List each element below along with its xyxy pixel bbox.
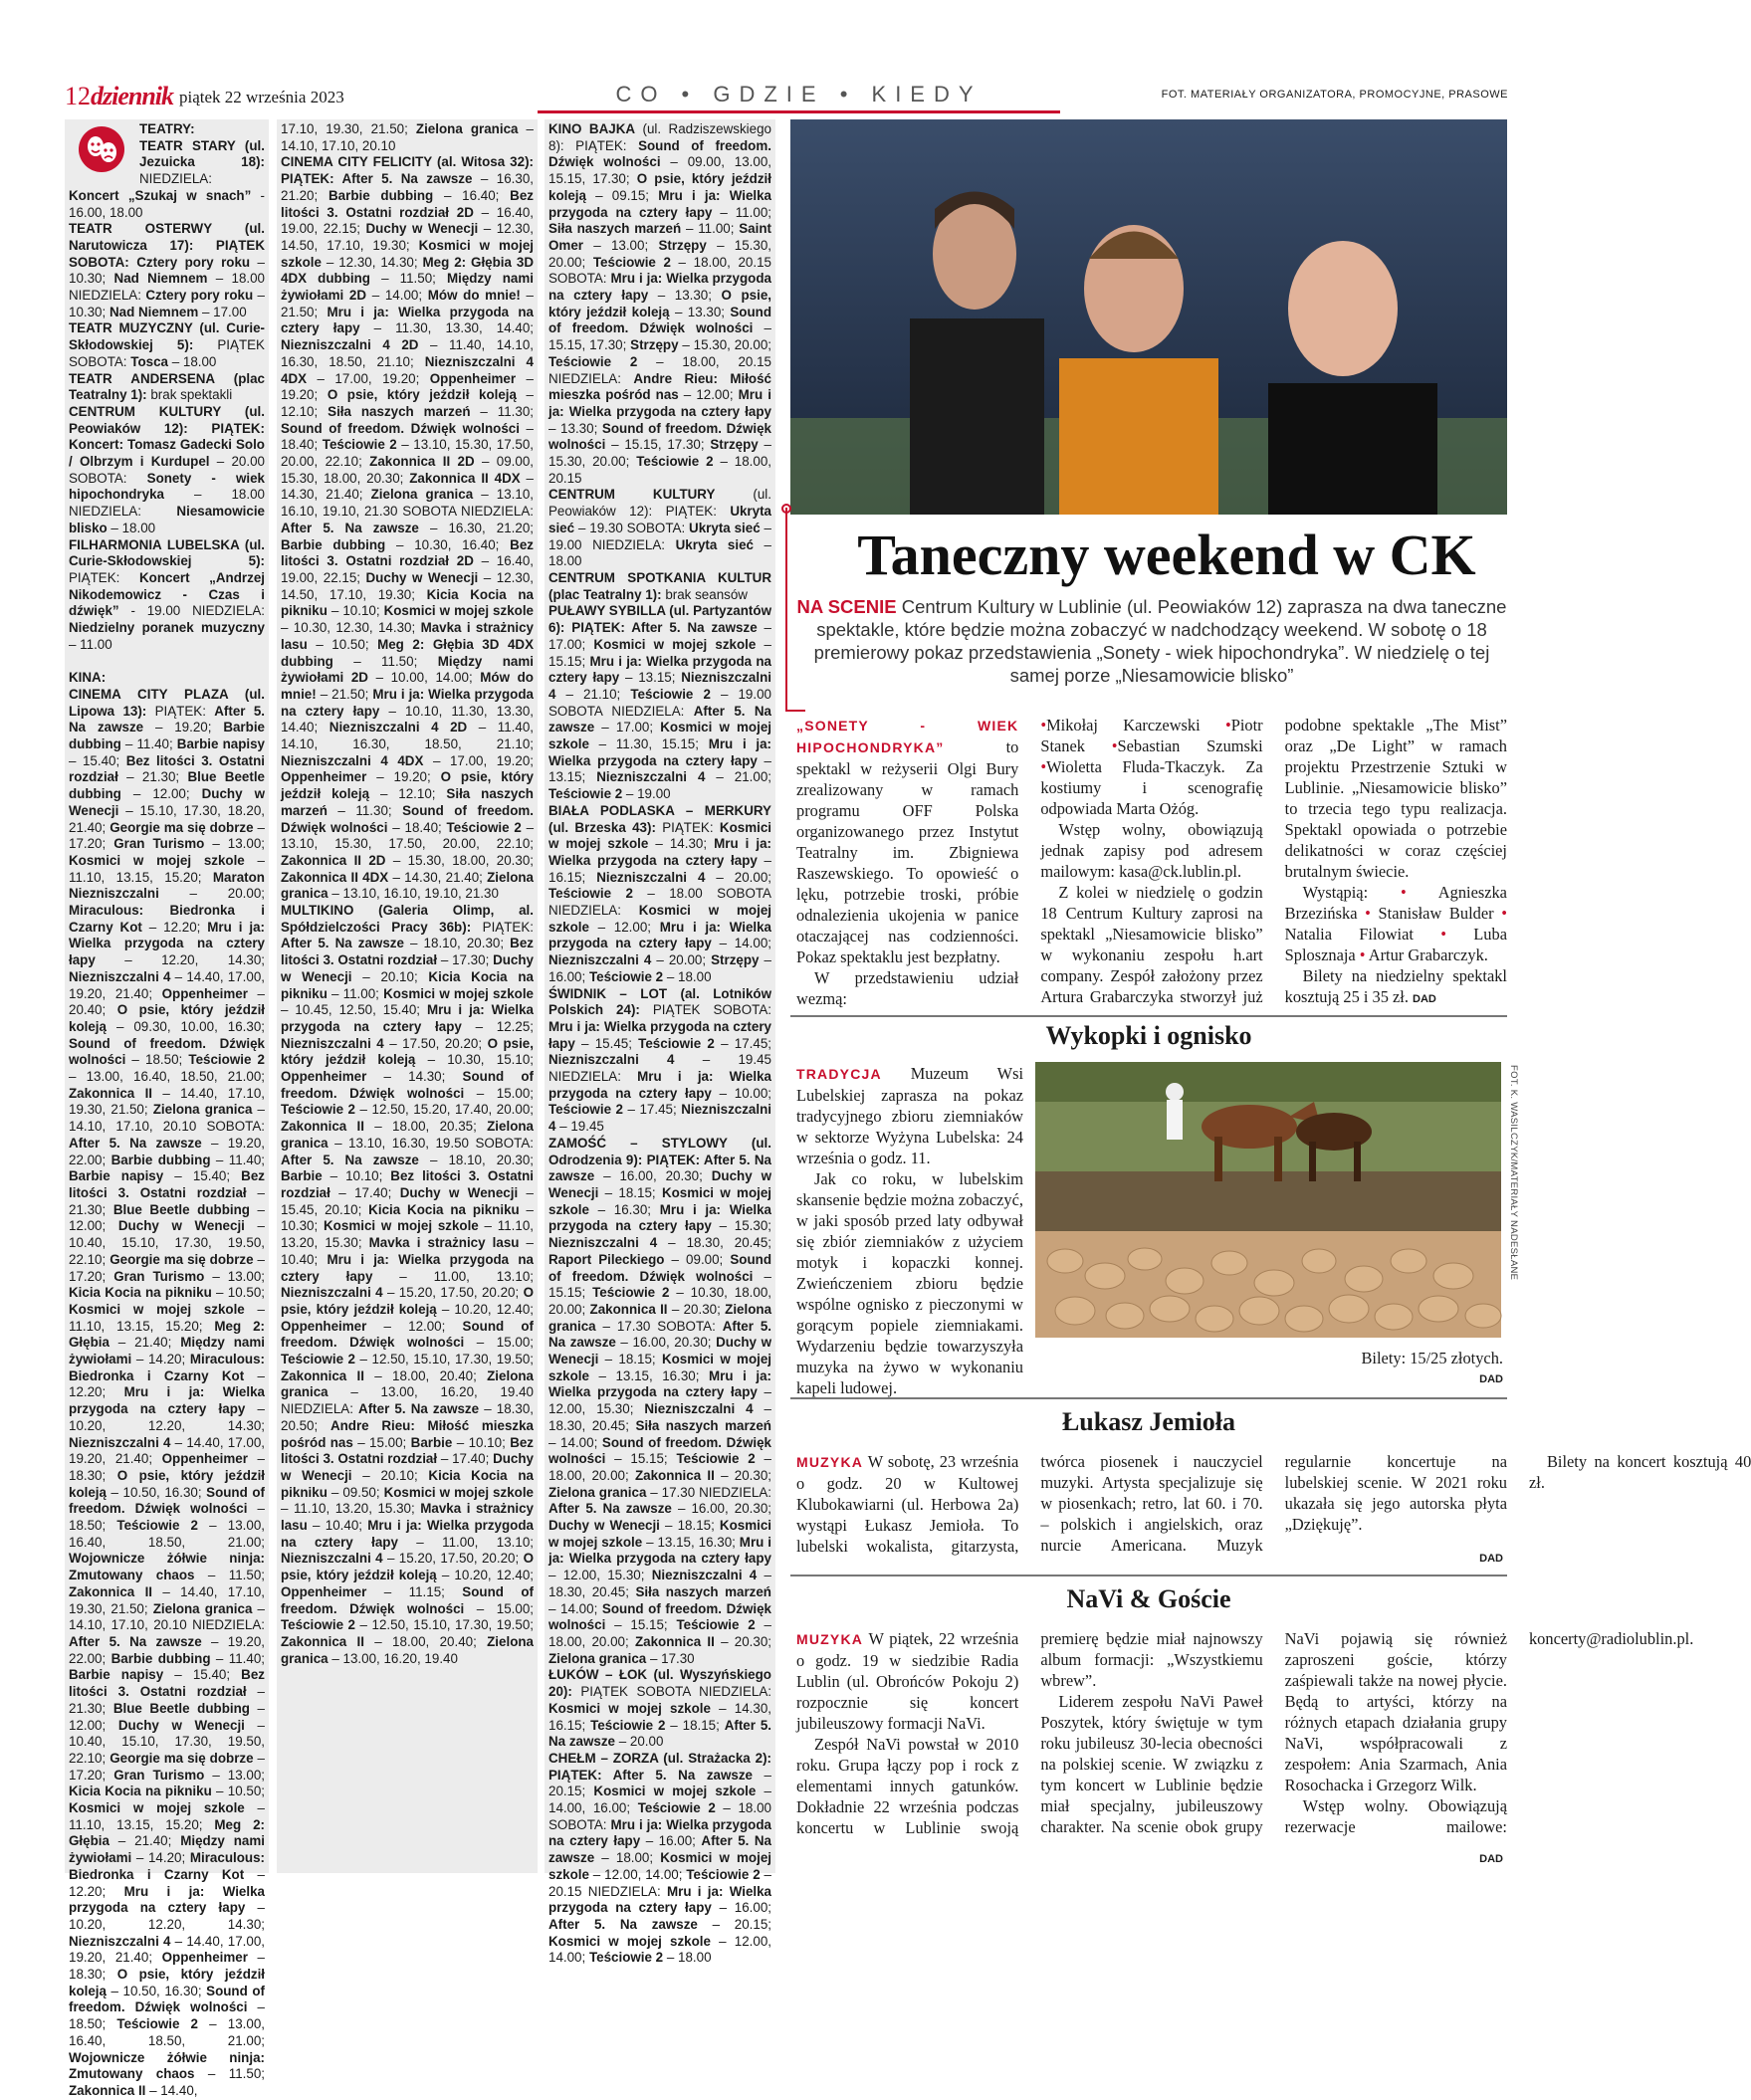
cinema-listings: 17.10, 19.30, 21.50; Zielona granica – 14.10, 17.10, 20.10 CINEMA CITY FELICITY (al. Witosa 32): PIĄTEK: After 5. Na zawsze – 16.30, 21.20; Barbie dubbing – 16.40; Bez litości 3. Ostatni rozdział 2D – 16.40, 19.00, 22.15; Duchy w Wenecji – 12.30, 14.50, 17.10, 19.30; Kosmici w mojej szkole – 12.30, 14.30; Meg 2: Głębia 3D 4DX dubbing – 11.50; Między nami żywiołami 2D – 14.00; Mów do mnie! – 21.50; Mru i ja: Wielka przygoda na cztery łapy – 11.30, 13.30, 14.40; Niezniszczalni 4 2D – 11.40, 14.10, 16.30, 18.50, 21.10; Niezniszczalni 4 4DX – 17.00, 19.20; Oppenheimer – 19.20; O psie, który jeździł koleją – 12.10; Siła naszych marzeń – 11.30; Sound of freedom. Dźwięk wolności – 18.40; Teściowie 2 – 13.10, 15.30, 17.50, 20.00, 22.10; Zakonnica II 2D – 09.00, 15.30, 18.00, 20.30; Zakonnica II 4DX – 14.30, 21.40; Zielona granica – 13.10, 16.10, 19.10, 21.30 SOBOTA NIEDZIELA: After 5. Na zawsze – 16.30, 21.20; Barbie dubbing – 10.30, 16.40; Bez litości 3. Ostatni rozdział 2D – 16.40, 19.00, 22.15; Duchy w Wenecji – 12.30, 14.50, 17.10, 19.30; Kicia Kocia na pikniku – 10.10; Kosmici w mojej szkole – 10.30, 12.30, 14.30; Mavka i strażnicy lasu – 10.50; Meg 2: Głębia 3D 4DX dubbing – 11.50; Między nami żywiołami 2D – 10.00, 14.00; Mów do mnie! – 21.50; Mru i ja: Wielka przygoda na cztery łapy – 10.10, 11.30, 13.30, 14.40; Niezniszczalni 4 2D – 11.40, 14.10, 16.30, 18.50, 21.10; Niezniszczalni 4 4DX – 17.00, 19.20; Oppenheimer – 19.20; O psie, który jeździł koleją – 12.10; Siła naszych marzeń – 11.30; Sound of freedom. Dźwięk wolności – 18.40; Teściowie 2 – 13.10, 15.30, 17.50, 20.00, 22.10; Zakonnica II 2D – 15.30, 18.00, 20.30; Zakonnica II 4DX – 14.30, 21.40; Zielona granica – 13.10, 16.10, 19.10, 21.30 MULTIKINO (Galeria Olimp, al. Spółdzielczości Pracy 36b): PIĄTEK: After 5. Na zawsze – 18.10, 20.30; Bez litości 3. Ostatni rozdział – 17.30; Duchy w Wenecji – 20.10; Kicia Kocia na pikniku – 11.00; Kosmici w mojej szkole – 10.45, 12.50, 15.40; Mru i ja: Wielka przygoda na cztery łapy – 12.25; Niezniszczalni 4 – 17.50, 20.20; O psie, który jeździł koleją – 10.30, 15.10; Oppenheimer – 14.30; Sound of freedom. Dźwięk wolności – 15.00; Teściowie 2 – 12.50, 15.20, 17.40, 20.00; Zakonnica II – 18.00, 20.35; Zielona granica – 13.10, 16.30, 19.50 SOBOTA: After 5. Na zawsze – 18.10, 20.30; Barbie – 10.10; Bez litości 3. Ostatni rozdział – 17.40; Duchy w Wenecji – 15.45, 20.10; Kicia Kocia na pikniku – 10.30; Kosmici w mojej szkole – 11.10, 13.20, 15.30; Mavka i strażnicy lasu – 10.40; Mru i ja: Wielka przygoda na cztery łapy – 11.00, 13.10; Niezniszczalni 4 – 15.20, 17.50, 20.20; O psie, który jeździł koleją – 10.20, 12.40; Oppenheimer – 12.00; Sound of freedom. Dźwięk wolności – 15.00; Teściowie 2 – 12.50, 15.10, 17.30, 19.50; Zakonnica II – 18.00, 20.40; Zielona granica – 13.00, 16.20, 19.40 NIEDZIELA: After 5. Na zawsze – 18.30, 20.50; Andre Rieu: Miłość mieszka pośród nas – 15.00; Barbie – 10.10; Bez litości 3. Ostatni rozdział – 17.40; Duchy w Wenecji – 20.10; Kicia Kocia na pikniku – 09.50; Kosmici w mojej szkole – 11.10, 13.20, 15.30; Mavka i strażnicy lasu – 10.40; Mru i ja: Wielka przygoda na cztery łapy – 11.00, 13.10; Niezniszczalni 4 – 15.20, 17.50, 20.20; O psie, który jeździł koleją – 10.20, 12.40; Oppenheimer – 11.15; Sound of freedom. Dźwięk wolności – 15.00; Teściowie 2 – 12.50, 15.10, 17.30, 19.50; Zakonnica II – 18.00, 20.40; Zielona granica – 13.00, 16.20, 19.40 (281, 121, 535, 1666)
body-paragraph: W sobotę, 23 września o godz. 20 w Kultowej Klubokawiarni (ul. Herbowa 2a) wystąpi Łukasz Jemioła. To lubelski wokalista, gitarzysta, twórca piosenek i nauczyciel muzyki. Artysta specjalizuje się w piosenkach; retro, lat 60. i 70. – polskich i angielskich, oraz nurcie Americana. Muzyk regularnie koncertuje na lubelskiej scenie. W 2021 roku ukazała się jego autorska płyta „Dziękuję”. (796, 1452, 1507, 1556)
jemiola-title: Łukasz Jemioła (1061, 1407, 1236, 1436)
cast-name: Luba Splosznaja (1284, 925, 1507, 964)
newspaper-logo: dziennik (91, 82, 174, 110)
cast-list: •Mikołaj Karczewski •Piotr Stanek •Sebastian Szumski •Wioletta Fluda-Tkaczyk. Za kostiumy i scenografię odpowiada Marta Ożóg. (1040, 716, 1263, 818)
decor-line (785, 508, 787, 712)
article-body (796, 715, 1507, 1010)
theatre-and-cinema-listings: TEATRY: TEATR STARY (ul. Jezuicka 18): NIEDZIELA: Koncert „Szukaj w snach” - 16.00, 18.00 TEATR OSTERWY (ul. Narutowicza 17): PIĄTEK SOBOTA: Cztery pory roku – 10.30; Nad Niemnem – 18.00 NIEDZIELA: Cztery pory roku – 10.30; Nad Niemnem – 17.00 TEATR MUZYCZNY (ul. Curie-Skłodowskiej 5): PIĄTEK SOBOTA: Tosca – 18.00 TEATR ANDERSENA (plac Teatralny 1): brak spektakli CENTRUM KULTURY (ul. Peowiaków 12): PIĄTEK: Koncert: Tomasz Gadecki Solo / Olbrzym i Kurdupel – 20.00 SOBOTA: Sonety - wiek hipochondryka – 18.00 NIEDZIELA: Niesamowicie blisko – 18.00 FILHARMONIA LUBELSKA (ul. Curie-Skłodowskiej 5): PIĄTEK: Koncert „Andrzej Nikodemowicz - Czas i dźwięk” - 19.00 NIEDZIELA: Niedzielny poranek muzyczny – 11.00 KINA: CINEMA CITY PLAZA (ul. Lipowa 13): PIĄTEK: After 5. Na zawsze – 19.20; Barbie dubbing – 11.40; Barbie napisy – 15.40; Bez litości 3. Ostatni rozdział – 21.30; Blue Beetle dubbing – 12.00; Duchy w Wenecji – 15.10, 17.30, 18.20, 21.40; Georgie ma się dobrze – 17.20; Gran Turismo – 13.00; Kosmici w mojej szkole – 11.10, 13.15, 15.20; Maraton Niezniszczalni – 20.00; Miraculous: Biedronka i Czarny Kot – 12.20; Mru i ja: Wielka przygoda na cztery łapy – 12.20, 14.30; Niezniszczalni 4 – 14.40, 17.00, 19.20, 21.40; Oppenheimer – 20.40; O psie, który jeździł koleją – 09.30, 10.00, 16.30; Sound of freedom. Dźwięk wolności – 18.50; Teściowie 2 – 13.00, 16.40, 18.50, 21.00; Zakonnica II – 14.40, 17.10, 19.30, 21.50; Zielona granica – 14.10, 17.10, 20.10 SOBOTA: After 5. Na zawsze – 19.20, 22.00; Barbie dubbing – 11.40; Barbie napisy – 15.40; Bez litości 3. Ostatni rozdział – 21.30; Blue Beetle dubbing – 12.00; Duchy w Wenecji – 10.40, 15.10, 17.30, 19.50, 22.10; Georgie ma się dobrze – 17.20; Gran Turismo – 13.00; Kicia Kocia na pikniku – 10.50; Kosmici w mojej szkole – 11.10, 13.15, 15.20; Meg 2: Głębia – 21.40; Między nami żywiołami – 14.20; Miraculous: Biedronka i Czarny Kot – 12.20; Mru i ja: Wielka przygoda na cztery łapy – 10.20, 12.20, 14.30; Niezniszczalni 4 – 14.40, 17.00, 19.20, 21.40; Oppenheimer – 18.30; O psie, który jeździł koleją – 10.50, 16.30; Sound of freedom. Dźwięk wolności – 18.50; Teściowie 2 – 13.00, 16.40, 18.50, 21.00; Wojownicze żółwie ninja: Zmutowany chaos – 11.50; Zakonnica II – 14.40, 17.10, 19.30, 21.50; Zielona granica – 14.10, 17.10, 20.10 NIEDZIELA: After 5. Na zawsze – 19.20, 22.00; Barbie dubbing – 11.40; Barbie napisy – 15.40; Bez litości 3. Ostatni rozdział – 21.30; Blue Beetle dubbing – 12.00; Duchy w Wenecji – 10.40, 15.10, 17.30, 19.50, 22.10; Georgie ma się dobrze – 17.20; Gran Turismo – 13.00; Kicia Kocia na pikniku – 10.50; Kosmici w mojej szkole – 11.10, 13.15, 15.20; Meg 2: Głębia – 21.40; Między nami żywiołami – 14.20; Miraculous: Biedronka i Czarny Kot – 12.20; Mru i ja: Wielka przygoda na cztery łapy – 10.20, 12.20, 14.30; Niezniszczalni 4 – 14.40, 17.00, 19.20, 21.40; Oppenheimer – 18.30; O psie, który jeździł koleją – 10.50, 16.30; Sound of freedom. Dźwięk wolności – 18.50; Teściowie 2 – 13.00, 16.40, 18.50, 21.00; Wojownicze żółwie ninja: Zmutowany chaos – 11.50; Zakonnica II – 14.40, (69, 121, 266, 2098)
listings-column-1 (65, 119, 269, 2098)
body-paragraph: W przedstawieniu udział wezmą: (796, 968, 1019, 1008)
cast-name: Stanisław Bulder (1378, 904, 1494, 923)
ticket-info: Bilety na niedzielny spektakl kosztują 25 i 35 zł. (1284, 966, 1507, 1006)
body-paragraph: Wstęp wolny, obowiązują jednak zapisy pod adresem mailowym: kasa@ck.lublin.pl. (1040, 820, 1263, 881)
body-paragraph: Z kolei w niedzielę o godzin 18 Centrum Kultury zaprosi na spektakl „Niesamowicie blisko” w wykonaniu zespołu h.art company. Zespół założony przez Artura Grabarczyka stworzył już podobne spektakle „The Mist” oraz „De Light” w ramach projektu Przestrzenie Sztuki w Lublinie. „Niesamowicie blisko” to trzecia tego typu realizacja. Spektakl opowiada o potrzebie delikatności w coraz częściej brutalnym świecie. (1040, 716, 1507, 1006)
divider (790, 1397, 1507, 1399)
lead-kicker: NA SCENIE (796, 596, 897, 617)
cast-name: Agnieszka Brzezińska (1284, 883, 1507, 923)
divider (790, 1575, 1507, 1576)
theatre-masks-icon (69, 123, 133, 175)
body-paragraph (1285, 965, 1507, 1010)
body-paragraph: Za kostiumy i scenografię odpowiada Marta Ożóg. (1040, 757, 1263, 818)
cast-list-2: Wystąpią: • Agnieszka Brzezińska • Stanisław Bulder • Natalia Filowiat • Luba Splosznaja • Artur Grabarczyk. (1284, 883, 1507, 964)
wykopki-title: Wykopki i ognisko (1045, 1021, 1252, 1050)
page-number: 12 (65, 82, 91, 110)
navi-title: NaVi & Goście (1066, 1584, 1231, 1613)
listings-column-2 (277, 119, 538, 1873)
wykopki-tickets: Bilety: 15/25 złotych. (1361, 1349, 1503, 1367)
wykopki-body (796, 1063, 1023, 1398)
article-lead (796, 595, 1507, 687)
body-paragraph: Zespół NaVi powstał w 2010 roku. Grupa łączy pop i rock z elementami innych gatunków. Dokładnie 22 września podczas koncertu w Lublinie swoją premierę będzie miał najnowszy album formacji: „Wszystkiemu wbrew”. (796, 1629, 1263, 1837)
lead-text: Centrum Kultury w Lublinie (ul. Peowiaków 12) zaprasza na dwa taneczne spektakle, które będzie można zobaczyć w nadchodzący weekend. W sobotę o 18 premierowy pokaz przedstawienia „Sonety - wiek hipochondryka”. W niedzielę o tej samej porze „Niesamowicie blisko” (813, 596, 1507, 686)
body-paragraph: to spektakl w reżyserii Olgi Bury zrealizowany w ramach programu OFF Polska organizowanego przez Instytut Teatralny im. Zbigniewa Raszewskiego. To opowieść o lęku, potrzebie troski, próbie odnalezienia ukojenia w panice otaczającej nas codzienności. Pokaz spektaklu jest bezpłatny. (796, 737, 1019, 966)
author-signature: DAD (1479, 1853, 1503, 1865)
cast-name: Natalia Filowiat (1284, 925, 1414, 944)
navi-kicker: MUZYKA (796, 1631, 864, 1647)
body-paragraph: Muzeum Wsi Lubelskiej zaprasza na pokaz tradycyjnego zbioru ziemniaków w sektorze Wyżyna Lubelska: 24 września o godz. 11. (796, 1064, 1023, 1167)
wykopki-kicker: TRADYCJA (796, 1066, 882, 1082)
issue-date: piątek 22 września 2023 (179, 88, 344, 106)
divider (790, 1015, 1507, 1017)
decor-line-h (785, 710, 805, 712)
cast-name: Mikołaj Karczewski (1046, 716, 1201, 735)
photo-credit: FOT. K. WASILCZYK/MATERIAŁY NADESŁANE (1508, 1065, 1519, 1281)
section-title: CO • GDZIE • KIEDY (538, 82, 1060, 107)
photo-credits: FOT. MATERIAŁY ORGANIZATORA, PROMOCYJNE, PRASOWE (1161, 89, 1508, 101)
cast-lead: Wystąpią: (1302, 883, 1369, 902)
jemiola-body (796, 1451, 1751, 1561)
cast-name: Sebastian Szumski (1117, 736, 1263, 755)
body-paragraph: Jak co roku, w lubelskim skansenie będzie można zobaczyć, w jaki sposób przed laty odbywał się zbiór ziemniaków z użyciem motyk i kopaczki konnej. Zwieńczeniem zbioru będzie wspólne ognisko z pieczonymi w gorącym popiele ziemniakami. Wydarzeniu będzie towarzyszyła muzyka na żywo w wykonaniu kapeli ludowej. (796, 1169, 1023, 1397)
jemiola-kicker: MUZYKA (796, 1454, 864, 1470)
body-paragraph: Liderem zespołu NaVi Paweł Poszytek, który świętuje w tym roku jubileusz 30-lecia obecności na polskiej scenie. W związku z tym koncert w Lublinie będzie miał specjalny, jubileuszowy charakter. Na scenie obok grupy NaVi pojawią się również zaproszeni goście, którzy zaśpiewali także na nowej płycie. Będą to artyści, którzy na różnych etapach działania grupy NaVi, współpracowali z zespołem: Ania Szarmach, Ania Rosochacka i Grzegorz Wilk. (1040, 1629, 1507, 1836)
body-paragraph: W piątek, 22 września o godz. 19 w siedzibie Radia Lublin (ul. Obrońców Pokoju 2) rozpocznie się koncert jubileuszowy formacji NaVi. (796, 1629, 1019, 1733)
cinema-listings-regional: KINO BAJKA (ul. Radziszewskiego 8): PIĄTEK: Sound of freedom. Dźwięk wolności – 09.00, 13.00, 15.15, 17.30; O psie, który jeździł koleją – 09.15; Mru i ja: Wielka przygoda na cztery łapy – 11.00; Siła naszych marzeń – 11.00; Saint Omer – 13.00; Strzępy – 15.30, 20.00; Teściowie 2 – 18.00, 20.15 SOBOTA: Mru i ja: Wielka przygoda na cztery łapy – 13.30; O psie, który jeździł koleją – 13.30; Sound of freedom. Dźwięk wolności – 15.15, 17.30; Strzępy – 15.30, 20.00; Teściowie 2 – 18.00, 20.15 NIEDZIELA: Andre Rieu: Miłość mieszka pośród nas – 12.00; Mru i ja: Wielka przygoda na cztery łapy – 13.30; Sound of freedom. Dźwięk wolności – 15.15, 17.30; Strzępy – 15.30, 20.00; Teściowie 2 – 18.00, 20.15 CENTRUM KULTURY (ul. Peowiaków 12): PIĄTEK: Ukryta sieć – 19.30 SOBOTA: Ukryta sieć – 19.00 NIEDZIELA: Ukryta sieć – 18.00 CENTRUM SPOTKANIA KULTUR (plac Teatralny 1): brak seansów PUŁAWY SYBILLA (ul. Partyzantów 6): PIĄTEK: After 5. Na zawsze – 17.00; Kosmici w mojej szkole – 15.15; Mru i ja: Wielka przygoda na cztery łapy – 13.15; Niezniszczalni 4 – 21.10; Teściowie 2 – 19.00 SOBOTA NIEDZIELA: After 5. Na zawsze – 17.00; Kosmici w mojej szkole – 11.30, 15.15; Mru i ja: Wielka przygoda na cztery łapy – 13.15; Niezniszczalni 4 – 21.00; Teściowie 2 – 19.00 BIAŁA PODLASKA – MERKURY (ul. Brzeska 43): PIĄTEK: Kosmici w mojej szkole – 14.30; Mru i ja: Wielka przygoda na cztery łapy – 16.15; Niezniszczalni 4 – 20.00; Teściowie 2 – 18.00 SOBOTA NIEDZIELA: Kosmici w mojej szkole – 12.00; Mru i ja: Wielka przygoda na cztery łapy – 14.00; Niezniszczalni 4 – 20.00; Strzępy – 16.00; Teściowie 2 – 18.00 ŚWIDNIK – LOT (al. Lotników Polskich 24): PIĄTEK SOBOTA: Mru i ja: Wielka przygoda na cztery łapy – 15.45; Teściowie 2 – 17.45; Niezniszczalni 4 – 19.45 NIEDZIELA: Mru i ja: Wielka przygoda na cztery łapy – 10.00; Teściowie 2 – 17.45; Niezniszczalni 4 – 19.45 ZAMOŚĆ – STYLOWY (ul. Odrodzenia 9): PIĄTEK: After 5. Na zawsze – 16.00, 20.30; Duchy w Wenecji – 18.15; Kosmici w mojej szkole – 16.30; Mru i ja: Wielka przygoda na cztery łapy – 15.30; Niezniszczalni 4 – 18.30, 20.45; Raport Pileckiego – 09.00; Sound of freedom. Dźwięk wolności – 15.15; Teściowie 2 – 10.30, 18.00, 20.00; Zakonnica II – 20.30; Zielona granica – 17.30 SOBOTA: After 5. Na zawsze – 16.00, 20.30; Duchy w Wenecji – 18.15; Kosmici w mojej szkole – 13.15, 16.30; Mru i ja: Wielka przygoda na cztery łapy – 12.00, 15.30; Niezniszczalni 4 – 18.30, 20.45; Siła naszych marzeń – 14.00; Sound of freedom. Dźwięk wolności – 15.15; Teściowie 2 – 18.00, 20.00; Zakonnica II – 20.30; Zielona granica – 17.30 NIEDZIELA: After 5. Na zawsze – 16.00, 20.30; Duchy w Wenecji – 18.15; Kosmici w mojej szkole – 13.15, 16.30; Mru i ja: Wielka przygoda na cztery łapy – 12.00, 15.30; Niezniszczalni 4 – 18.30, 20.45; Siła naszych marzeń – 14.00; Sound of freedom. Dźwięk wolności – 15.15; Teściowie 2 – 18.00, 20.00; Zakonnica II – 20.30; Zielona granica – 17.30 ŁUKÓW – ŁOK (ul. Wyszyńskiego 20): PIĄTEK SOBOTA NIEDZIELA: Kosmici w mojej szkole – 14.30, 16.15; Teściowie 2 – 18.15; After 5. Na zawsze – 20.00 CHEŁM – ZORZA (ul. Strażacka 2): PIĄTEK: After 5. Na zawsze – 20.15; Kosmici w mojej szkole – 14.00, 16.00; Teściowie 2 – 18.00 SOBOTA: Mru i ja: Wielka przygoda na cztery łapy – 16.00; After 5. Na zawsze – 18.00; Kosmici w mojej szkole – 12.00, 14.00; Teściowie 2 – 20.15 NIEDZIELA: Mru i ja: Wielka przygoda na cztery łapy – 16.00; After 5. Na zawsze – 20.15; Kosmici w mojej szkole – 12.00, 14.00; Teściowie 2 – 18.00 (548, 121, 772, 1966)
dancers-photo (790, 119, 1507, 515)
author-signature: DAD (1413, 993, 1436, 1005)
author-signature: DAD (1479, 1373, 1503, 1385)
page-header (65, 82, 1508, 109)
potato-harvest-photo (1035, 1062, 1501, 1338)
body-paragraph: Wstęp wolny. Obowiązują rezerwacje mailowe: koncerty@radiolublin.pl. (1284, 1629, 1694, 1836)
body-kicker: „SONETY - WIEK HIPOCHONDRYKA” (796, 718, 1019, 755)
listings-column-3 (545, 119, 775, 1966)
body-paragraph: Bilety na koncert kosztują 40 zł. (1528, 1452, 1751, 1492)
author-signature: DAD (1479, 1553, 1503, 1565)
cast-name: Artur Grabarczyk. (1368, 945, 1488, 964)
cast-name: Piotr Stanek (1040, 716, 1263, 755)
navi-body (796, 1628, 1694, 1839)
cast-name: Wioletta Fluda-Tkaczyk (1046, 757, 1221, 776)
article-headline: Taneczny weekend w CK (857, 523, 1476, 587)
